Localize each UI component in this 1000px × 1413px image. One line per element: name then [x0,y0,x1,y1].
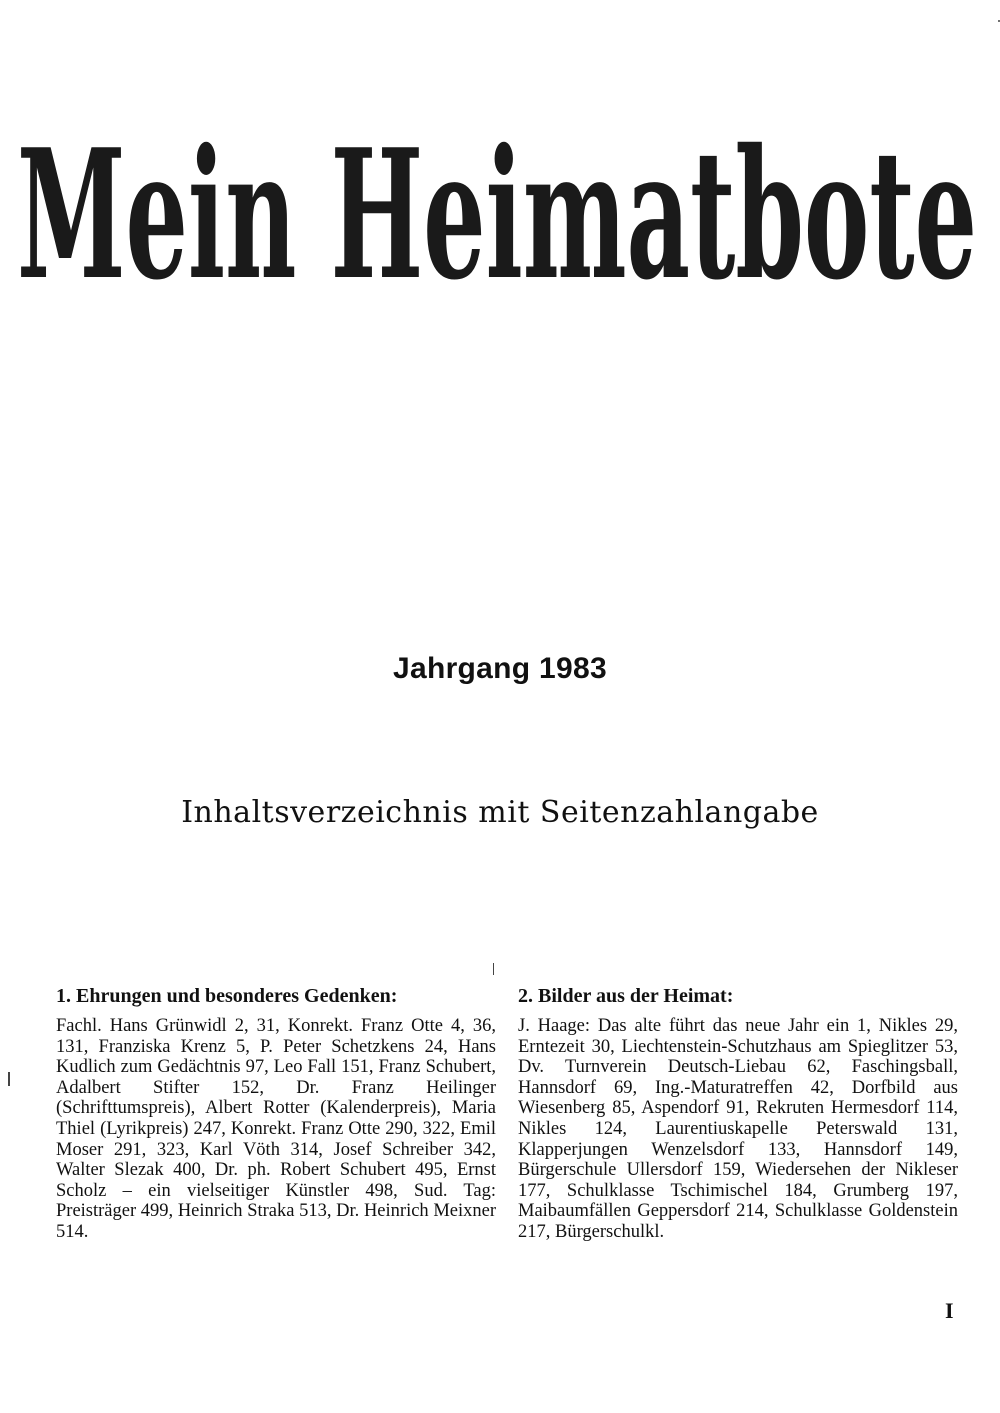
masthead-graphic [10,92,985,332]
section-honors [56,985,496,1243]
masthead-title: Mein Heimatbote [17,110,977,319]
page-subtitle: Inhaltsverzeichnis mit Seitenzahlangabe [181,795,819,830]
masthead-logo [10,92,985,332]
section-body: J. Haage: Das alte führt das neue Jahr ein 1, Nikles 29, Erntezeit 30, Liechtenstein-Schutzhaus am Spieglitzer 53, Dv. Turnverein Deutsch-Liebau 62, Faschingsball, Hannsdorf 69, Ing.-Maturatreffen 42, Dorfbild aus Wiesenberg 85, Aspendorf 91, Rekruten Hermesdorf 114, Nikles 124, Laurentiuskapelle Peterswald 131, Klapperjungen Wenzelsdorf 133, Hannsdorf 149, Bürgerschule Ullersdorf 159, Wiedersehen der Nikleser 177, Schulklasse Tschimischel 184, Grumberg 197, Maibaumfällen Geppersdorf 214, Schulklasse Goldenstein 217, Bürgerschulkl. [518,1016,958,1242]
section-heading: 2. Bilder aus der Heimat: [518,985,734,1007]
section-home-pictures [518,985,958,1243]
section-heading: 1. Ehrungen und besonderes Gedenken: [56,985,398,1007]
page-number: I [945,1298,954,1323]
volume-year: Jahrgang 1983 [392,652,607,685]
section-body: Fachl. Hans Grünwidl 2, 31, Konrekt. Franz Otte 4, 36, 131, Franziska Krenz 5, P. Peter Schetzkens 24, Hans Kudlich zum Gedächtnis 97, Leo Fall 151, Franz Schubert, Adalbert Stifter 152, Dr. Franz Heilinger (Schrifttumspreis), Albert Rotter (Kalenderpreis), Maria Thiel (Lyrikpreis) 247, Konrekt. Franz Otte 290, 322, Emil Moser 291, 323, Karl Vöth 314, Josef Schreiber 342, Walter Slezak 400, Dr. ph. Robert Schubert 495, Ernst Scholz – ein vielseitiger Künstler 498, Sud. Tag: Preisträger 499, Heinrich Straka 513, Dr. Heinrich Meixner 514. [56,1016,496,1242]
scan-speck [493,963,494,975]
scan-speck [8,1072,10,1086]
